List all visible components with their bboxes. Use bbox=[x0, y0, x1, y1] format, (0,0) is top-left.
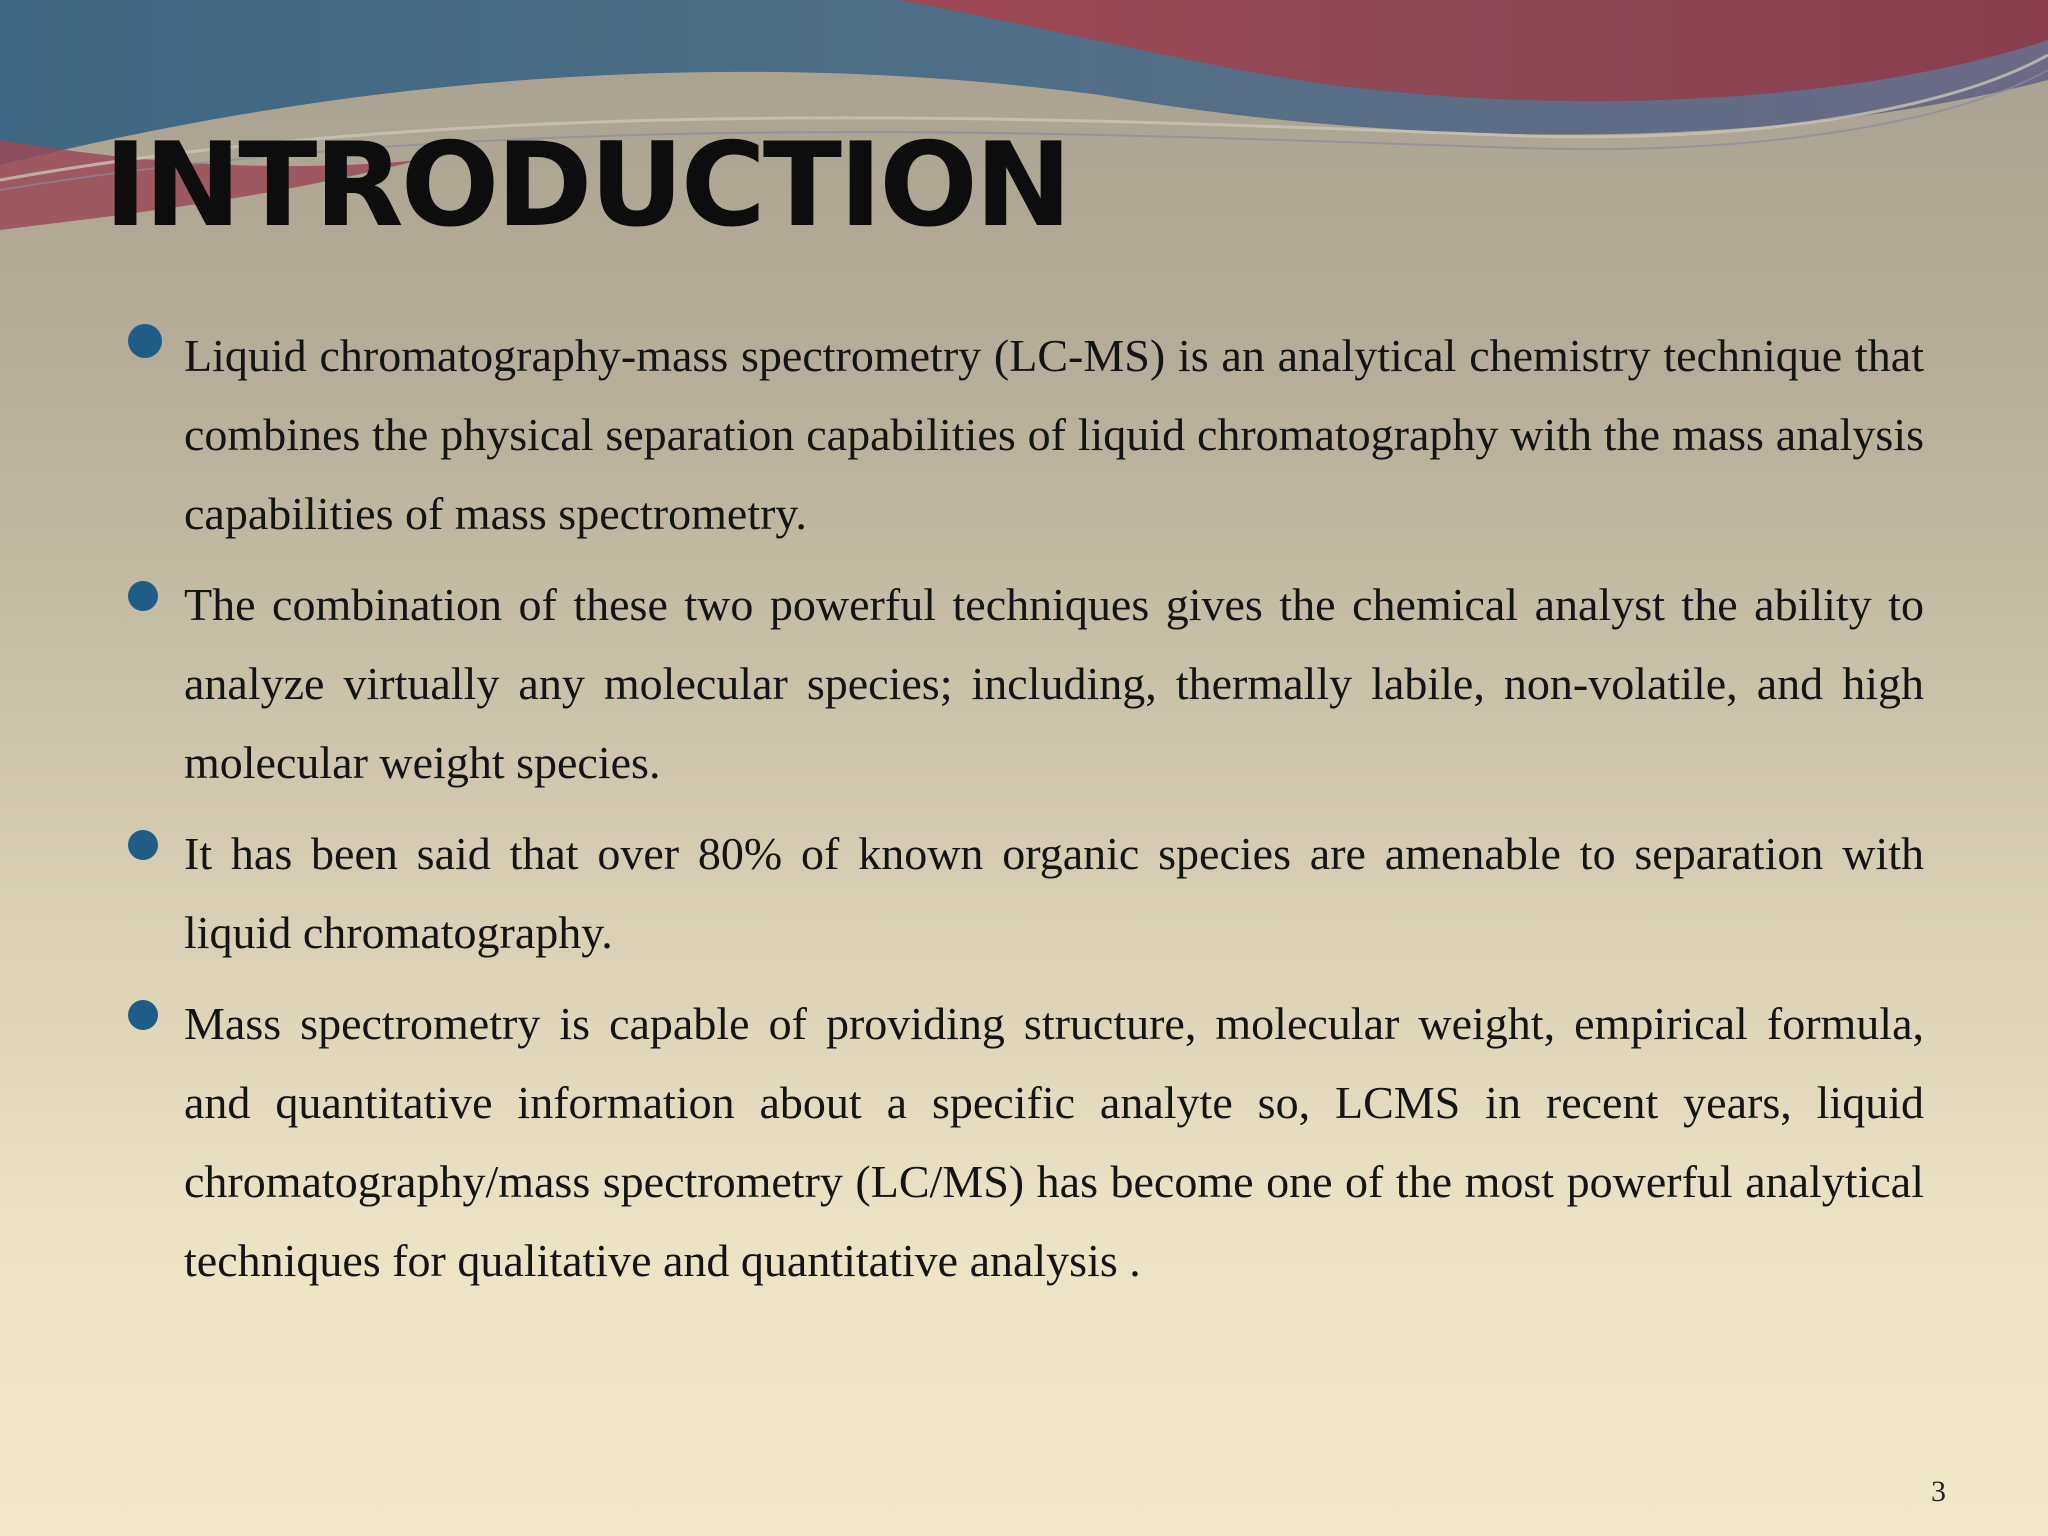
bullet-dot-icon bbox=[128, 581, 158, 611]
bullet-text: Mass spectrometry is capable of providing structure, molecular weight, empirical formula, and quantitative information about a specific analyte so, LCMS in recent years, liquid chromatography/mass spectrometry (LC/MS) has become one of the most powerful analytical techniques for qualitative and quantitative analysis . bbox=[184, 998, 1924, 1286]
bullet-dot-icon bbox=[128, 830, 158, 860]
slide-title: INTRODUCTION bbox=[104, 118, 1069, 253]
bullet-text: Liquid chromatography-mass spectrometry (LC-MS) is an analytical chemistry technique that combines the physical separation capabilities of liquid chromatography with the mass analysis capabilities of mass spectrometry. bbox=[184, 330, 1924, 539]
slide-number: 3 bbox=[1931, 1475, 1946, 1508]
bullet-text: It has been said that over 80% of known organic species are amenable to separation with liquid chromatography. bbox=[184, 828, 1924, 958]
bullet-text: The combination of these two powerful techniques gives the chemical analyst the ability to analyze virtually any molecular species; including, thermally labile, non-volatile, and high molecular weight species. bbox=[184, 579, 1924, 788]
bullet-item bbox=[128, 814, 1924, 972]
bullet-list bbox=[128, 316, 1924, 1312]
bullet-item bbox=[128, 316, 1924, 553]
bullet-item bbox=[128, 984, 1924, 1300]
bullet-item bbox=[128, 565, 1924, 802]
bullet-dot-icon bbox=[128, 1000, 158, 1030]
bullet-dot-icon bbox=[128, 324, 162, 358]
